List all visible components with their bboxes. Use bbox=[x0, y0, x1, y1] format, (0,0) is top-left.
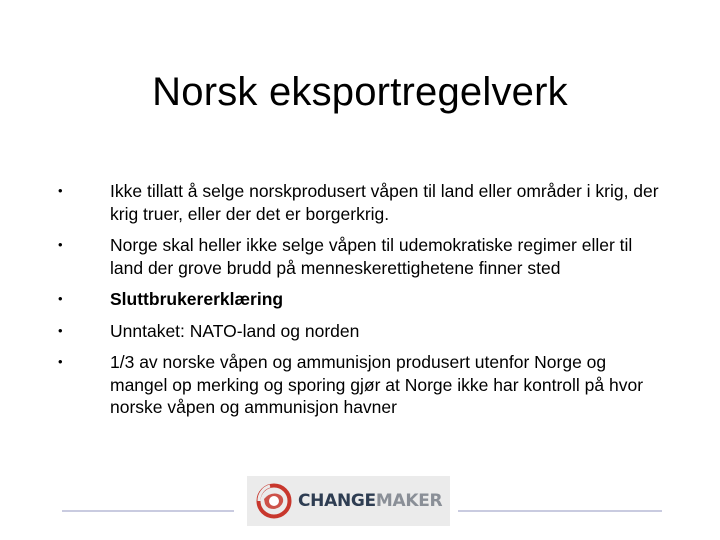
logo-text-maker: MAKER bbox=[375, 491, 443, 511]
bullet-icon: • bbox=[58, 183, 63, 198]
bullet-item bbox=[58, 288, 668, 311]
bullet-text: Unntaket: NATO-land og norden bbox=[110, 320, 360, 341]
bullet-item bbox=[58, 351, 668, 419]
bullet-text: Ikke tillatt å selge norskprodusert våpen til land eller områder i krig, der krig truer, eller der det er borgerkrig. bbox=[110, 181, 659, 224]
changemaker-logo bbox=[247, 476, 450, 526]
footer-divider-right bbox=[458, 510, 662, 512]
bullet-icon: • bbox=[58, 237, 63, 252]
bullet-icon: • bbox=[58, 322, 63, 338]
logo-text-change: CHANGE bbox=[298, 491, 376, 511]
bullet-item bbox=[58, 320, 668, 343]
footer-divider-left bbox=[62, 510, 234, 512]
bullet-text: Norge skal heller ikke selge våpen til udemokratiske regimer eller til land der grove brudd på menneskerettighetene finner sted bbox=[110, 235, 633, 278]
bullet-icon: • bbox=[58, 291, 63, 306]
logo-wordmark bbox=[298, 491, 442, 511]
bullet-text: Sluttbrukererklæring bbox=[110, 289, 284, 309]
bullet-text: 1/3 av norske våpen og ammunisjon produsert utenfor Norge og mangel op merking og sporing gjør at Norge ikke har kontroll på hvor norske våpen og ammunisjon havner bbox=[110, 352, 644, 417]
bullet-list bbox=[58, 180, 668, 428]
bullet-item bbox=[58, 180, 668, 225]
changemaker-globe-icon bbox=[256, 483, 292, 519]
slide-title: Norsk eksportregelverk bbox=[152, 70, 568, 114]
bullet-item bbox=[58, 234, 668, 279]
bullet-icon: • bbox=[58, 354, 63, 369]
